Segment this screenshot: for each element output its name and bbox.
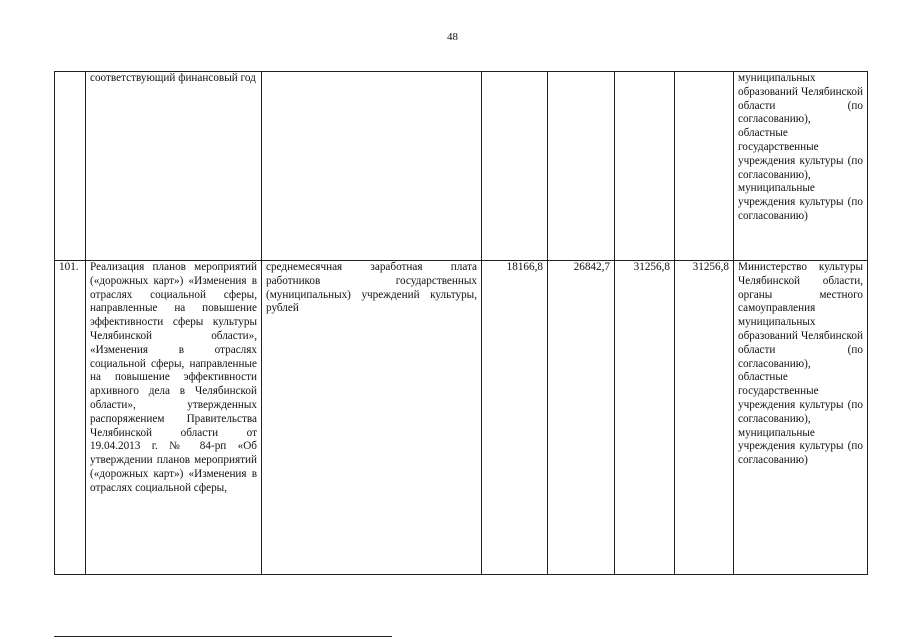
- value-cell-4: 31256,8: [675, 261, 734, 575]
- row-index: [55, 72, 86, 261]
- indicator-cell: [262, 72, 482, 261]
- row-index: 101.: [55, 261, 86, 575]
- value-cell-2: [548, 72, 615, 261]
- page-number: 48: [447, 31, 458, 43]
- value-cell-3: 31256,8: [615, 261, 675, 575]
- value-cell-3: [615, 72, 675, 261]
- value-cell-2: 26842,7: [548, 261, 615, 575]
- executors-cell: муниципальных образований Челябинской области (по согласованию), областные государственные учреждения культуры (по согласованию), муниципальные учреждения культуры (по согласованию): [734, 72, 868, 261]
- event-cell: соответствующий финансовый год: [86, 72, 262, 261]
- value-cell-4: [675, 72, 734, 261]
- event-cell: Реализация планов мероприятий («дорожных карт») «Изменения в отраслях социальной сферы, направленные на повышение эффективности сферы культуры Челябинской области», «Изменения в отраслях социальной сферы, направленные на повышение эффективности архивного дела в Челябинской области», утвержденных распоряжением Правительства Челябинской области от 19.04.2013 г. № 84-рп «Об утверждении планов мероприятий («дорожных карт») «Изменения в отраслях социальной сферы,: [86, 261, 262, 575]
- indicator-cell: среднемесячная заработная плата работников государственных (муниципальных) учреждений культуры, рублей: [262, 261, 482, 575]
- footnote-separator: [54, 636, 392, 637]
- value-cell-1: [482, 72, 548, 261]
- table-row: [55, 261, 868, 575]
- table-row: [55, 72, 868, 261]
- executors-cell: Министерство культуры Челябинской области, органы местного самоуправления муниципальных образований Челябинской области (по согласованию), областные государственные учреждения культуры (по согласованию), муниципальные учреждения культуры (по согласованию): [734, 261, 868, 575]
- value-cell-1: 18166,8: [482, 261, 548, 575]
- measures-table: [54, 71, 868, 575]
